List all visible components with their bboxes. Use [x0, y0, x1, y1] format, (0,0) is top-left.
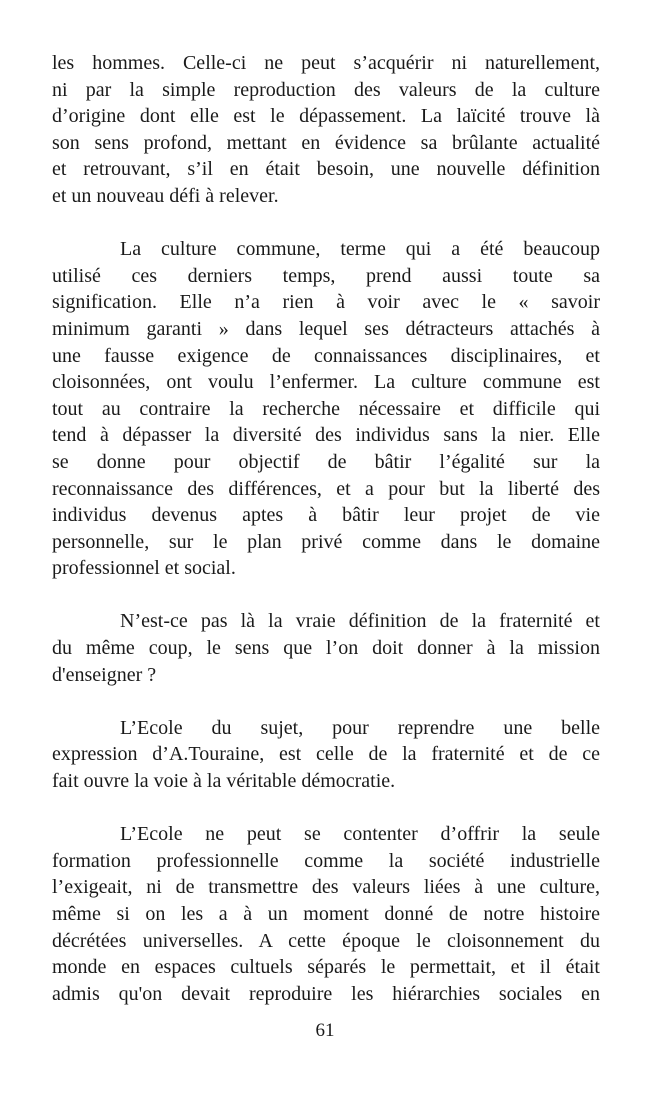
text-line: L’Ecole du sujet, pour reprendre une belle	[120, 716, 600, 739]
text-line: l’exigeait, ni de transmettre des valeurs liées à une culture,	[52, 876, 600, 899]
text-line: fait ouvre la voie à la véritable démocratie.	[52, 770, 396, 793]
text-line: et retrouvant, s’il en était besoin, une nouvelle définition	[52, 158, 600, 181]
text-line: décrétées universelles. A cette époque le cloisonnement du	[52, 929, 600, 952]
text-line: tout au contraire la recherche nécessaire et difficile qui	[52, 397, 600, 420]
paragraph	[52, 715, 600, 795]
text-line: son sens profond, mettant en évidence sa brûlante actualité	[52, 131, 600, 154]
text-line: professionnel et social.	[52, 557, 236, 580]
text-line: tend à dépasser la diversité des individus sans la nier. Elle	[52, 424, 600, 447]
text-line: formation professionnelle comme la société industrielle	[52, 849, 600, 872]
paragraph-gap	[52, 210, 600, 237]
text-line: La culture commune, terme qui a été beaucoup	[120, 238, 600, 261]
paragraph-gap	[52, 582, 600, 609]
paragraph	[52, 50, 600, 210]
paragraph-gap	[52, 688, 600, 715]
page-number: 61	[315, 1020, 335, 1041]
text-line: utilisé ces derniers temps, prend aussi toute sa	[52, 264, 600, 287]
paragraph	[52, 821, 600, 1007]
text-line: L’Ecole ne peut se contenter d’offrir la seule	[120, 823, 600, 846]
text-line: minimum garanti » dans lequel ses détracteurs attachés à	[52, 317, 600, 340]
text-line: admis qu'on devait reproduire les hiérarchies sociales en	[52, 982, 600, 1005]
text-line: reconnaissance des différences, et a pour but la liberté des	[52, 477, 600, 500]
text-line: signification. Elle n’a rien à voir avec le « savoir	[52, 291, 600, 314]
text-line: se donne pour objectif de bâtir l’égalité sur la	[52, 450, 600, 473]
page-body	[52, 50, 600, 1007]
text-line: une fausse exigence de connaissances disciplinaires, et	[52, 344, 600, 367]
text-line: du même coup, le sens que l’on doit donner à la mission	[52, 637, 600, 660]
text-line: individus devenus aptes à bâtir leur projet de vie	[52, 504, 600, 527]
paragraph	[52, 236, 600, 582]
text-line: cloisonnées, ont voulu l’enfermer. La culture commune est	[52, 371, 600, 394]
text-line: d'enseigner ?	[52, 663, 157, 686]
text-line: expression d’A.Touraine, est celle de la fraternité et de ce	[52, 743, 600, 766]
text-line: personnelle, sur le plan privé comme dans le domaine	[52, 530, 600, 553]
text-line: d’origine dont elle est le dépassement. La laïcité trouve là	[52, 105, 600, 128]
text-line: monde en espaces cultuels séparés le permettait, et il était	[52, 956, 600, 979]
text-line: même si on les a à un moment donné de notre histoire	[52, 903, 600, 925]
text-line: les hommes. Celle-ci ne peut s’acquérir ni naturellement,	[52, 52, 600, 74]
text-line: et un nouveau défi à relever.	[52, 184, 279, 207]
paragraph	[52, 608, 600, 688]
text-line: N’est-ce pas là la vraie définition de la fraternité et	[120, 610, 600, 633]
text-line: ni par la simple reproduction des valeurs de la culture	[52, 78, 600, 101]
paragraph-gap	[52, 795, 600, 822]
